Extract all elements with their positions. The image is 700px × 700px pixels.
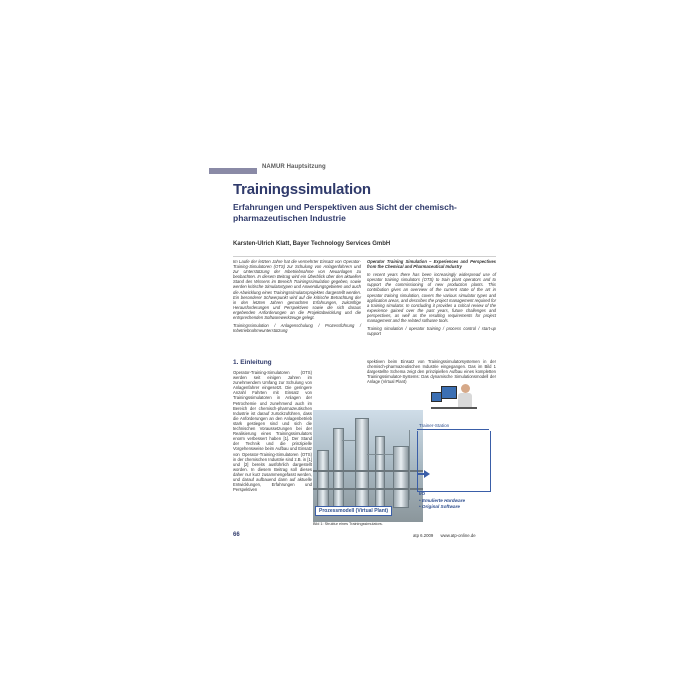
- person-head-icon: [461, 384, 470, 393]
- figure-1: [313, 380, 496, 522]
- footer-info: [413, 533, 476, 538]
- connector-line: [417, 429, 489, 430]
- section-heading: 1. Einleitung: [233, 359, 272, 366]
- plant-deck: [313, 488, 423, 490]
- journal-issue: atp 6.2009: [413, 533, 434, 538]
- section-marker-bar: [209, 168, 257, 174]
- monitor-icon: [441, 386, 457, 399]
- io-item: • Emulierte Hardware: [419, 498, 466, 503]
- trainer-station-illustration: [431, 380, 483, 420]
- plant-tower: [393, 446, 409, 508]
- io-list: [419, 498, 465, 510]
- abstract-english-keywords: Training simulation / operator training / process control / start-up support: [367, 326, 496, 337]
- section-label: NAMUR Hauptsitzung: [262, 164, 326, 170]
- plant-pipe: [409, 430, 410, 500]
- article-title: Trainingssimulation: [233, 181, 371, 198]
- abstract-english-text: In recent years there has been increasingly widespread use of operator training simulators (OTS) to train plant operators and to support the commissioning of new production plants. This contribution gives an overview of the current state of the art in operator training simulation, covers the various simulator types and application areas, and describes the project management required for a training simulator. In concluding it provides a critical review of the experience gained over the past years, future challenges and perspectives, as well as the resulting requirements for project management and the related software tools.: [367, 272, 496, 324]
- figure-caption: Bild 1: Struktur eines Trainingssimulators.: [313, 522, 383, 526]
- plant-deck: [313, 470, 423, 472]
- abstract-english-title: Operator Training Simulation – Experiences and Perspectives from the Chemical and Pharmaceutical Industry: [367, 259, 496, 270]
- process-model-label: Prozessmodell (Virtual Plant): [315, 506, 392, 516]
- plant-pipe: [342, 440, 355, 441]
- desk: [431, 407, 477, 409]
- divider: [233, 256, 496, 257]
- abstract-german: [233, 259, 361, 333]
- io-label: I/O: [419, 491, 426, 496]
- abstract-english: [367, 259, 496, 336]
- io-item: • Original Software: [419, 504, 460, 509]
- article-author: Karsten-Ulrich Klatt, Bayer Technology Services GmbH: [233, 241, 391, 247]
- body-text-left: Operator-Training-Simulatoren (OTS) werden seit einigen Jahren im zunehmendem Umfang zur Schulung von Anlagenfahrer eingesetzt. Die geringere Anzahl Fahrten mit Einsatz von Trainingssimulatoren in Anlagen der Petrochemie und zunehmend auch im Bereich der chemisch-pharmazeutischen Industrie ist darauf zurückzuführen, dass die Anforderungen an den Anlagenbetrieb stark gestiegen sind und sich die technischen Voraussetzungen bei der Realisierung eines Trainingssimulators enorm verbessert haben [1]. Der Stand der Technik und die prinzipielle Vorgehensweise beim Aufbau und Einsatz von Operator-Training-Simulatoren (OTS) in der chemischen Industrie sind z.B. in [1] und [2] bereits ausführlich dargestellt worden. In diesem Beitrag soll dieses daher nur kurz zusammengefasst werden, und darauf aufbauend dann auf aktuelle Entwicklungen, Erfahrungen und Perspektiven: [233, 370, 312, 493]
- plant-tower: [375, 436, 385, 510]
- arrow-right-icon: [424, 470, 430, 478]
- abstract-german-text: Im Laufe der letzten Jahre hat die vermehrter Einsatz von Operator-Training-Simulatoren (OTS) zur Schulung von Anlagenfahrern und zur Unterstützung der Inbetriebnahme von Neuanlagen zu beobachten. In diesem Beitrag wird ein Überblick über den aktuellen Stand des Wissens im Bereich Trainingssimulation gegeben, sowie werden kritische Simulatortypen und Anwendungsgebieten und auch die Abwicklung eines Trainingssimulatorprojektes dargestellt werden. Ein besonderer Schwerpunkt wird auf die kritische Betrachtung der in den letzten Jahren gemachten Erfahrungen, zukünftige Herausforderungen und Perspektiven sowie die sich daraus ergebenden Anforderungen an die Projektabwicklung und die entsprechenden Softwarewerkzeuge gelegt.: [233, 259, 361, 321]
- journal-website: www.atp-online.de: [440, 533, 476, 538]
- plant-tower: [317, 450, 329, 510]
- io-frame: [417, 431, 491, 492]
- virtual-plant-image: [313, 410, 426, 522]
- plant-tower: [355, 418, 369, 510]
- article-subtitle: Erfahrungen und Perspektiven aus Sicht der chemisch-pharmazeutischen Industrie: [233, 202, 457, 223]
- abstract-german-keywords: Trainingssimulation / Anlagenschulung / Prozessführung / Inbetriebnahmeunterstützung: [233, 323, 361, 334]
- plant-pipe: [367, 454, 393, 455]
- body-text-right: spektiven beim Einsatz von Trainingssimulatorsystemen in der chemisch-pharmazeutischen Industrie eingegangen. Das im Bild 1 dargestellte Schema zeigt den prinzipiellen Aufbau eines kompletten Trainingssimulator-Systems: Das dynamische Simulationsmodell der Anlage (Virtual Plant): [367, 359, 496, 385]
- body-column-left: [233, 370, 312, 524]
- trainer-station-label: Trainer-Station: [419, 423, 450, 428]
- page-number: 66: [233, 532, 240, 538]
